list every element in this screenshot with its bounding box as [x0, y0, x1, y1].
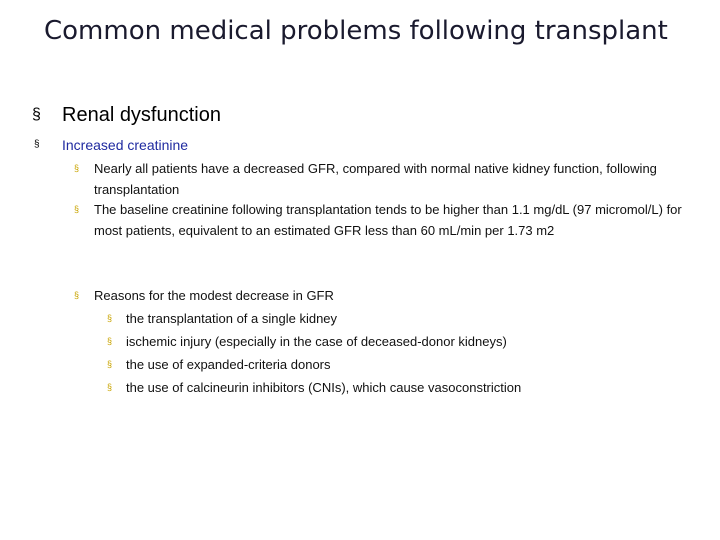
sub-bullet-reasons: [74, 285, 684, 306]
reason-item: [107, 331, 507, 352]
reason-text: the use of calcineurin inhibitors (CNIs), which cause vasoconstriction: [126, 380, 522, 395]
bullet-icon: §: [34, 139, 40, 150]
bullet-renal-dysfunction: [32, 102, 221, 128]
reason-bullet-icon: §: [107, 382, 113, 392]
reason-bullet-icon: §: [107, 336, 113, 346]
reason-item: [107, 354, 331, 375]
reason-item: [107, 308, 337, 329]
sub-bullet-icon: §: [74, 290, 80, 300]
sub-bullet-text: The baseline creatinine following transplantation tends to be higher than 1.1 mg/dL (97 micromol/L) for most patients, equivalent to an estimated GFR less than 60 mL/min per 1.73 m2: [94, 202, 682, 238]
sub-bullet-text: Reasons for the modest decrease in GFR: [94, 288, 334, 303]
sub-bullet-baseline-creatinine: [74, 199, 684, 241]
bullet-text: Increased creatinine: [62, 137, 189, 153]
bullet-icon: §: [32, 106, 41, 123]
reason-text: the use of expanded-criteria donors: [126, 357, 331, 372]
slide-title: Common medical problems following transplant: [44, 16, 668, 46]
sub-bullet-gfr-decrease: [74, 158, 684, 200]
sub-bullet-icon: §: [74, 204, 80, 214]
bullet-text: Renal dysfunction: [62, 104, 221, 126]
bullet-increased-creatinine: [34, 136, 188, 154]
reason-item: [107, 377, 521, 398]
reason-text: the transplantation of a single kidney: [126, 311, 338, 326]
reason-bullet-icon: §: [107, 359, 113, 369]
reason-text: ischemic injury (especially in the case of deceased-donor kidneys): [126, 334, 507, 349]
sub-bullet-icon: §: [74, 163, 80, 173]
sub-bullet-text: Nearly all patients have a decreased GFR, compared with normal native kidney function, following transplantation: [94, 161, 657, 197]
reason-bullet-icon: §: [107, 313, 113, 323]
